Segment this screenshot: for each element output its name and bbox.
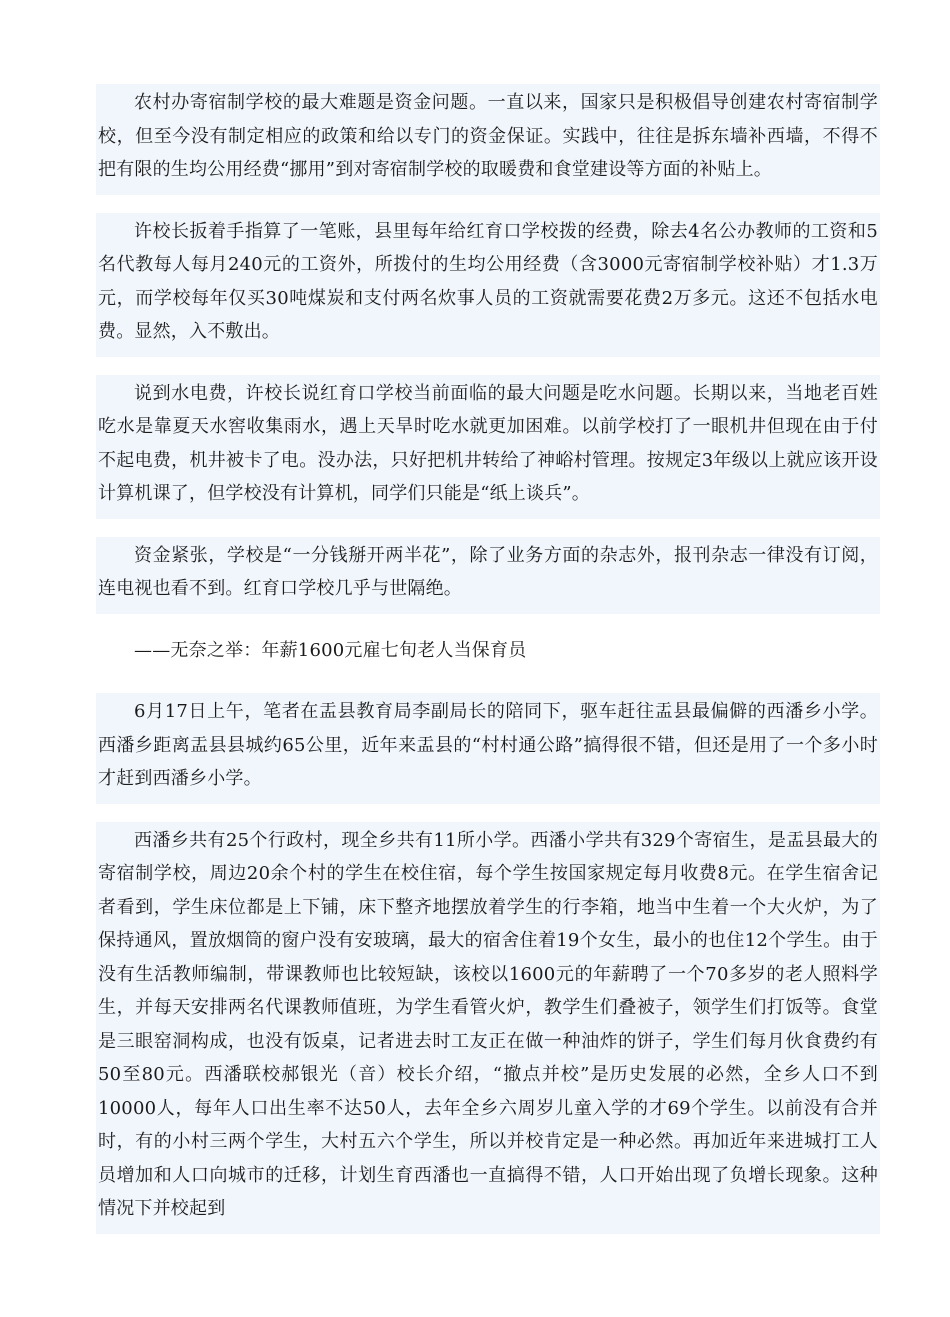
- document-page: [96, 84, 880, 1252]
- paragraph-visit-xipan: 6月17日上午，笔者在盂县教育局李副局长的陪同下，驱车赶往盂县最偏僻的西潘乡小学。西潘乡距离盂县县城约65公里，近年来盂县的“村村通公路”搞得很不错，但还是用了一个多小时才赶到西潘乡小学。: [96, 693, 880, 804]
- paragraph-tight-funds: 资金紧张，学校是“一分钱掰开两半花”，除了业务方面的杂志外，报刊杂志一律没有订阅，连电视也看不到。红育口学校几乎与世隔绝。: [96, 537, 880, 614]
- paragraph-water-problem: 说到水电费，许校长说红育口学校当前面临的最大问题是吃水问题。长期以来，当地老百姓吃水是靠夏天水窖收集雨水，遇上天旱时吃水就更加困难。以前学校打了一眼机井但现在由于付不起电费，机井被卡了电。没办法，只好把机井转给了神峪村管理。按规定3年级以上就应该开设计算机课了，但学校没有计算机，同学们只能是“纸上谈兵”。: [96, 375, 880, 519]
- section-heading: ——无奈之举：年薪1600元雇七旬老人当保育员: [134, 639, 527, 661]
- paragraph-funding-problem: 农村办寄宿制学校的最大难题是资金问题。一直以来，国家只是积极倡导创建农村寄宿制学校，但至今没有制定相应的政策和给以专门的资金保证。实践中，往往是拆东墙补西墙，不得不把有限的生均公用经费“挪用”到对寄宿制学校的取暖费和食堂建设等方面的补贴上。: [96, 84, 880, 195]
- paragraph-budget-account: 许校长扳着手指算了一笔账，县里每年给红育口学校拨的经费，除去4名公办教师的工资和5名代教每人每月240元的工资外，所拨付的生均公用经费（含3000元寄宿制学校补贴）才1.3万元，而学校每年仅买30吨煤炭和支付两名炊事人员的工资就需要花费2万多元。这还不包括水电费。显然，入不敷出。: [96, 213, 880, 357]
- paragraph-xipan-school: 西潘乡共有25个行政村，现全乡共有11所小学。西潘小学共有329个寄宿生，是盂县最大的寄宿制学校，周边20余个村的学生在校住宿，每个学生按国家规定每月收费8元。在学生宿舍记者看到，学生床位都是上下铺，床下整齐地摆放着学生的行李箱，地当中生着一个大火炉，为了保持通风，置放烟筒的窗户没有安玻璃，最大的宿舍住着19个女生，最小的也住12个学生。由于没有生活教师编制，带课教师也比较短缺，该校以1600元的年薪聘了一个70多岁的老人照料学生，并每天安排两名代课教师值班，为学生看管火炉，教学生们叠被子，领学生们打饭等。食堂是三眼窑洞构成，也没有饭桌，记者进去时工友正在做一种油炸的饼子，学生们每月伙食费约有50至80元。西潘联校郝银光（音）校长介绍，“撤点并校”是历史发展的必然，全乡人口不到10000人，每年人口出生率不达50人，去年全乡六周岁儿童入学的才69个学生。以前没有合并时，有的小村三两个学生，大村五六个学生，所以并校肯定是一种必然。再加近年来进城打工人员增加和人口向城市的迁移，计划生育西潘也一直搞得不错，人口开始出现了负增长现象。这种情况下并校起到: [96, 822, 880, 1234]
